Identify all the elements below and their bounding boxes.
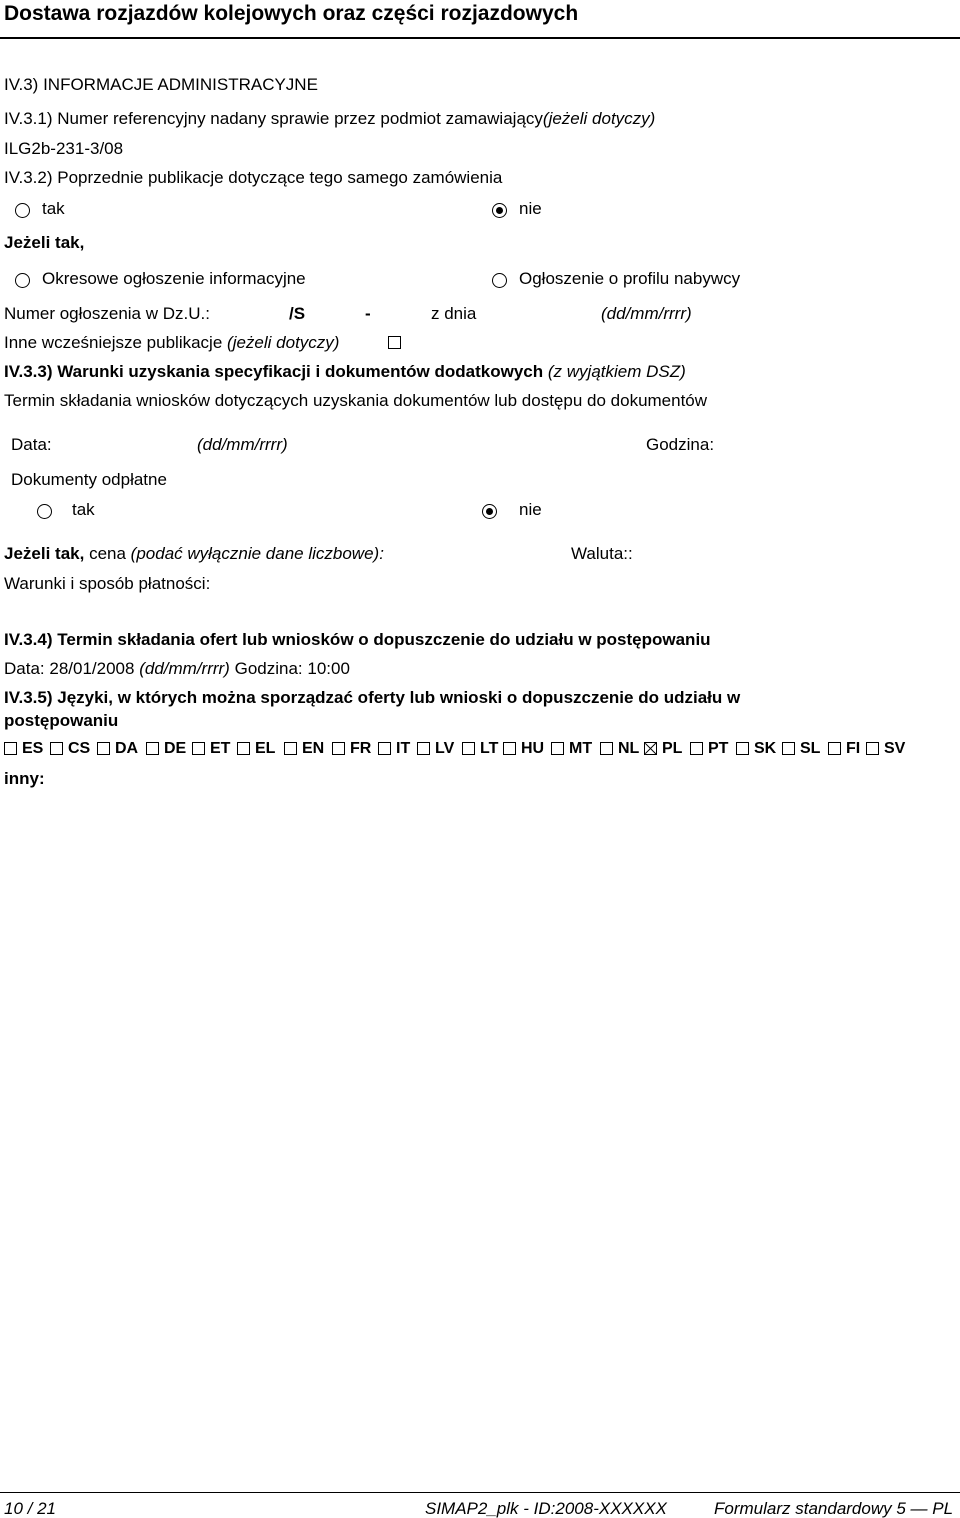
language-checkbox[interactable]: [828, 742, 841, 755]
prev-yes-radio[interactable]: [15, 203, 30, 218]
language-checkbox[interactable]: [284, 742, 297, 755]
footer-divider: [0, 1492, 960, 1493]
language-checkbox[interactable]: [462, 742, 475, 755]
docs-time-label: Godzina:: [646, 435, 715, 454]
price-line: [4, 545, 384, 562]
paid-docs-label: Dokumenty odpłatne: [11, 470, 167, 489]
language-checkbox[interactable]: [97, 742, 110, 755]
other-publications-note: (jeżeli dotyczy): [227, 333, 340, 352]
notice-number-label: Numer ogłoszenia w Dz.U.:: [4, 304, 210, 323]
section-heading: IV.3) INFORMACJE ADMINISTRACYJNE: [4, 75, 318, 94]
language-checkbox[interactable]: [503, 742, 516, 755]
price-if-label: Jeżeli tak,: [4, 544, 85, 563]
price-note: (podać wyłącznie dane liczbowe):: [130, 544, 384, 563]
language-checkbox[interactable]: [866, 742, 879, 755]
language-checkbox[interactable]: [600, 742, 613, 755]
language-checkbox[interactable]: [4, 742, 17, 755]
offer-date-format: (dd/mm/rrrr): [139, 659, 230, 678]
other-publications-checkbox[interactable]: [388, 336, 401, 349]
offer-deadline-label: IV.3.4) Termin składania ofert lub wniosków o dopuszczenie do udziału w postępowaniu: [4, 630, 711, 649]
ref-number-note: (jeżeli dotyczy): [542, 109, 656, 128]
form-name: Formularz standardowy 5 — PL: [714, 1499, 954, 1518]
buyer-profile-radio[interactable]: [492, 273, 507, 288]
page-number: 10 / 21: [4, 1499, 56, 1518]
offer-deadline-line: [4, 660, 350, 677]
notice-date-format: (dd/mm/rrrr): [601, 304, 692, 323]
payment-terms-label: Warunki i sposób płatności:: [4, 574, 211, 593]
language-checkbox[interactable]: [50, 742, 63, 755]
languages-label-line1: IV.3.5) Języki, w których można sporządzać oferty lub wnioski o dopuszczenie do udziału w: [4, 688, 741, 707]
languages-label-line2: postępowaniu: [4, 711, 119, 730]
periodic-notice-radio[interactable]: [15, 273, 30, 288]
currency-label: Waluta::: [571, 544, 633, 563]
language-checkbox[interactable]: [551, 742, 564, 755]
periodic-notice-label: Okresowe ogłoszenie informacyjne: [42, 269, 306, 288]
offer-date-label: Data:: [4, 659, 45, 678]
language-checkbox[interactable]: [736, 742, 749, 755]
paid-no-label: nie: [519, 500, 542, 519]
language-checkbox-checked[interactable]: [644, 742, 657, 755]
notice-date-label: z dnia: [431, 304, 477, 323]
offer-date-value: 28/01/2008: [49, 659, 135, 678]
other-publications: [4, 334, 339, 351]
offer-time-value: 10:00: [307, 659, 350, 678]
language-checkbox[interactable]: [417, 742, 430, 755]
prev-no-radio[interactable]: [492, 203, 507, 218]
page-title: Dostawa rozjazdów kolejowych oraz części rozjazdowych: [4, 2, 579, 25]
paid-yes-label: tak: [72, 500, 95, 519]
language-checkbox[interactable]: [237, 742, 250, 755]
other-language-label: inny:: [4, 769, 45, 788]
docs-date-label: Data:: [11, 435, 52, 454]
buyer-profile-label: Ogłoszenie o profilu nabywcy: [519, 269, 741, 288]
prev-publications-label: IV.3.2) Poprzednie publikacje dotyczące tego samego zamówienia: [4, 168, 503, 187]
ref-number-value: ILG2b-231-3/08: [4, 139, 124, 158]
docs-conditions-heading: [4, 363, 686, 380]
prev-yes-label: tak: [42, 199, 65, 218]
notice-number-sep-dash: -: [365, 304, 371, 323]
language-checkbox[interactable]: [378, 742, 391, 755]
language-checkbox[interactable]: [782, 742, 795, 755]
document-id: SIMAP2_plk - ID:2008-XXXXXX: [425, 1499, 667, 1518]
docs-conditions-label: IV.3.3) Warunki uzyskania specyfikacji i dokumentów dodatkowych: [4, 362, 544, 381]
ref-number-heading: [4, 110, 655, 127]
language-checkbox[interactable]: [192, 742, 205, 755]
prev-no-label: nie: [519, 199, 542, 218]
header-divider: [0, 37, 960, 39]
notice-number-sep-s: /S: [289, 304, 306, 323]
other-publications-label: Inne wcześniejsze publikacje: [4, 333, 223, 352]
offer-time-label: Godzina:: [234, 659, 303, 678]
price-label: cena: [89, 544, 126, 563]
language-checkbox[interactable]: [690, 742, 703, 755]
language-checkbox[interactable]: [332, 742, 345, 755]
language-checkbox[interactable]: [146, 742, 159, 755]
docs-deadline-label: Termin składania wniosków dotyczących uzyskania dokumentów lub dostępu do dokumentów: [4, 391, 708, 410]
docs-conditions-note: (z wyjątkiem DSZ): [547, 362, 686, 381]
prev-if-yes: Jeżeli tak,: [4, 233, 85, 252]
ref-number-label: IV.3.1) Numer referencyjny nadany sprawie przez podmiot zamawiający: [4, 109, 543, 128]
paid-no-radio[interactable]: [482, 504, 497, 519]
paid-yes-radio[interactable]: [37, 504, 52, 519]
docs-date-format: (dd/mm/rrrr): [197, 435, 288, 454]
